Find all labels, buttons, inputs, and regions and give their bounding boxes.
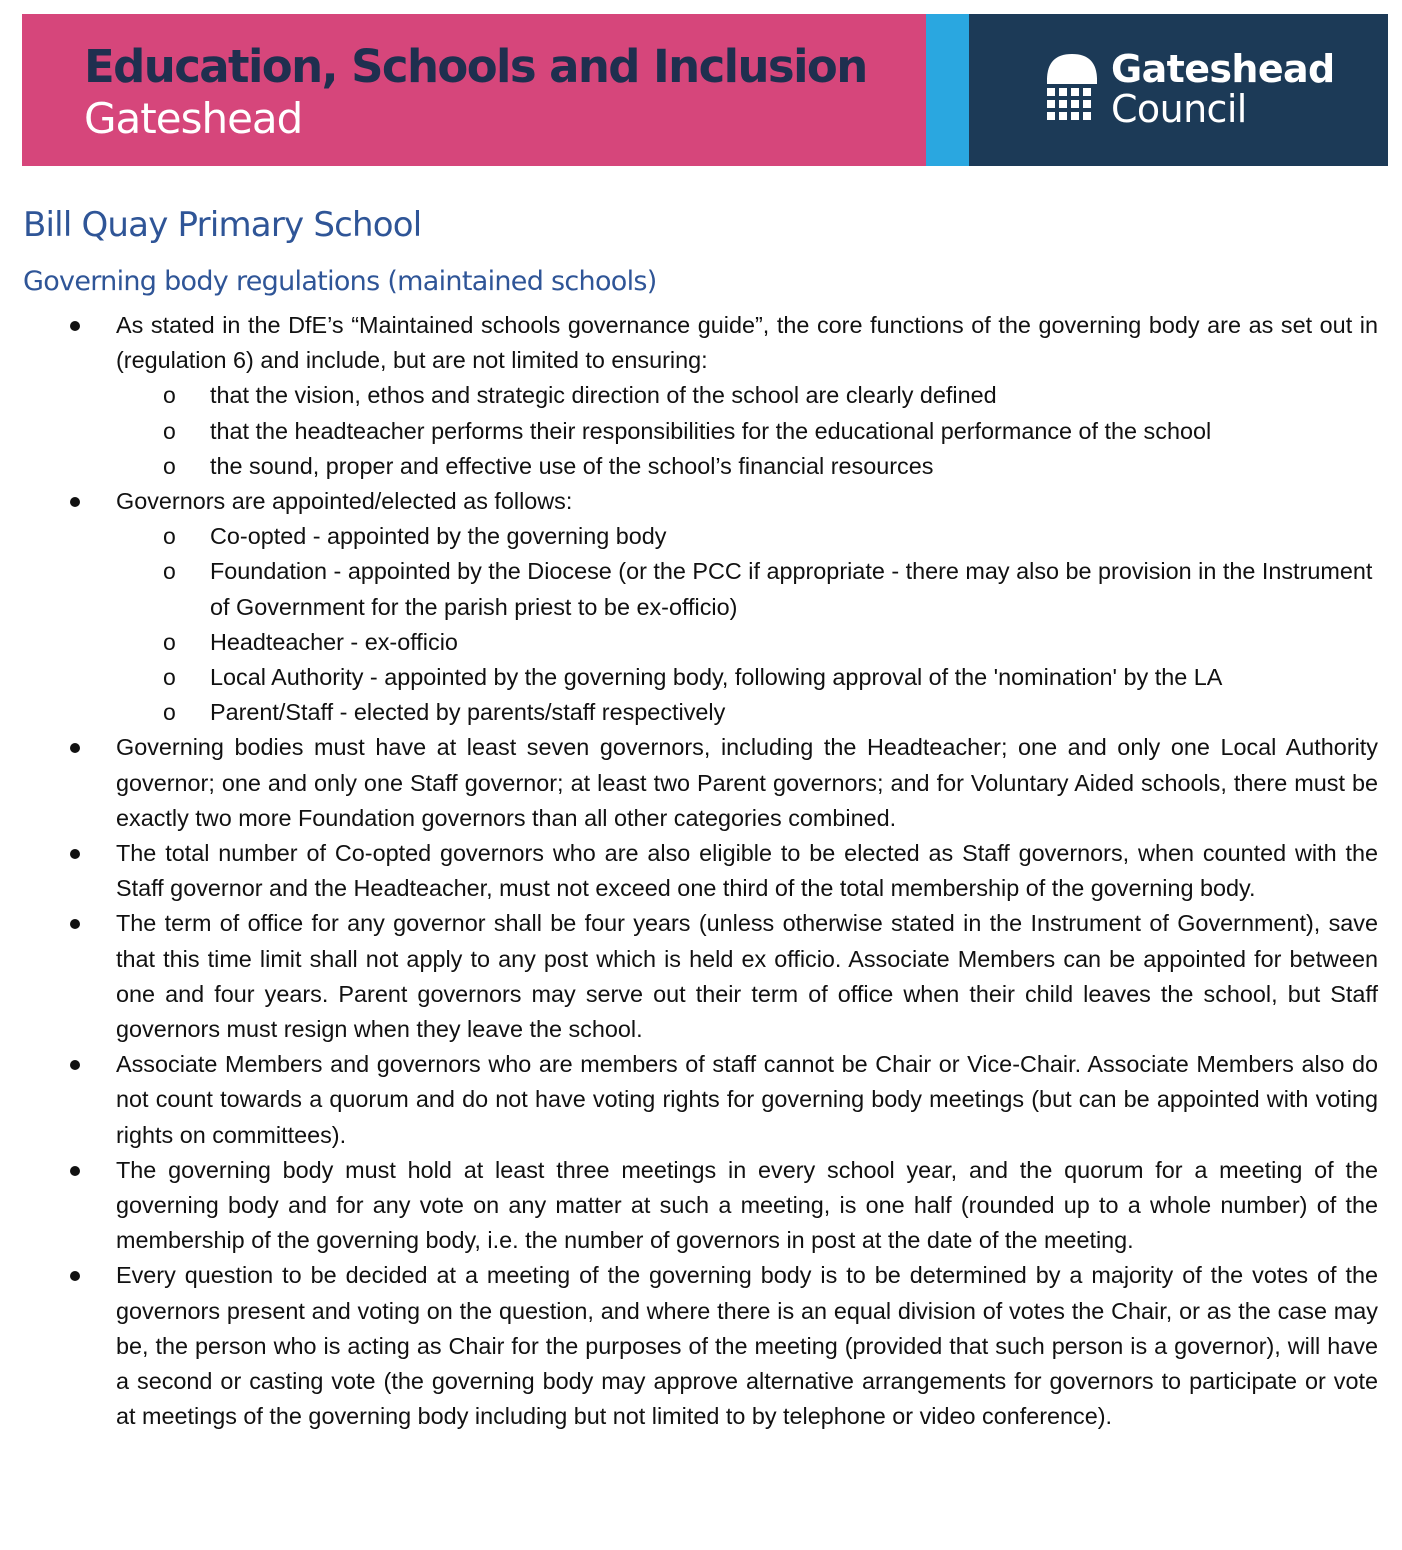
list-item [0,1153,1378,1259]
list-item-text: The term of office for any governor shall be four years (unless otherwise stated in the Instrument of Government), save that this time limit shall not apply to any post which is held ex officio. Associate Members can be appointed for between one and four years. Parent governors may serve out their term of office when their child leaves the school, but Staff governors must resign when they leave the school. [116,910,1378,1043]
bullet-icon [70,743,80,753]
sub-list-item-text: Co-opted - appointed by the governing body [210,523,667,550]
regulations-list [0,308,1402,1435]
sub-list-item-text: Local Authority - appointed by the governing body, following approval of the 'nomination' by the LA [210,664,1223,691]
banner-title-panel [22,14,926,166]
council-logo-panel [969,14,1388,166]
sub-list-item [163,449,1378,484]
list-item-text: Associate Members and governors who are members of staff cannot be Chair or Vice-Chair. Associate Members also do not count towards a quorum and do not have voting rights for governing body meetings (but can be appointed with voting rights on committees). [116,1051,1378,1148]
sub-list-item [163,519,1378,554]
sub-list-item [163,660,1378,695]
list-item [0,906,1378,1047]
list-item [0,730,1378,836]
sub-list-item [163,695,1378,730]
circle-bullet-icon: o [163,452,176,479]
circle-bullet-icon: o [163,699,176,726]
sub-list-item [163,625,1378,660]
circle-bullet-icon: o [163,664,176,691]
circle-bullet-icon: o [163,523,176,550]
circle-bullet-icon: o [163,558,176,585]
sub-list-item-text: Headteacher - ex-officio [210,628,458,655]
list-item-text: The governing body must hold at least three meetings in every school year, and the quorum for a meeting of the governing body and for any vote on any matter at such a meeting, is one half (rounded up to a whole number) of the membership of the governing body, i.e. the number of governors in post at the date of the meeting. [116,1156,1378,1254]
circle-bullet-icon: o [163,628,176,655]
list-item [0,1258,1378,1434]
bullet-icon [70,849,80,859]
council-name: Gateshead [1111,47,1335,91]
sub-list-item-text: the sound, proper and effective use of the school’s financial resources [210,452,934,479]
sub-list-item [163,378,1378,413]
sub-list-item-text: that the vision, ethos and strategic direction of the school are clearly defined [210,382,997,409]
bullet-icon [70,1166,80,1176]
list-item [0,836,1378,906]
council-building-icon [1043,50,1101,126]
council-logo [1039,48,1369,138]
list-item [0,1047,1378,1153]
list-item [0,308,1378,484]
circle-bullet-icon: o [163,382,176,409]
section-heading: Governing body regulations (maintained schools) [23,266,657,297]
list-item-text: Governors are appointed/elected as follows: [116,488,573,515]
list-item-text: Every question to be decided at a meeting of the governing body is to be determined by a majority of the votes of the governors present and voting on the question, and where there is an equal division of votes the Chair, or as the case may be, the person who is acting as Chair for the purposes of the meeting (provided that such person is a governor), will have a second or casting vote (the governing body may approve alternative arrangements for governors to participate or vote at meetings of the governing body including but not limited to by telephone or video conference). [116,1262,1378,1430]
bullet-icon [70,1271,80,1281]
bullet-icon [70,919,80,929]
list-item-text: The total number of Co-opted governors who are also eligible to be elected as Staff governors, when counted with the Staff governor and the Headteacher, must not exceed one third of the total membership of the governing body. [116,840,1378,902]
sub-list-item-text: that the headteacher performs their responsibilities for the educational performance of the school [210,417,1212,444]
banner-subtitle: Gateshead [84,94,303,143]
list-item-text: As stated in the DfE’s “Maintained schools governance guide”, the core functions of the governing body are as set out in (regulation 6) and include, but are not limited to ensuring: [116,312,1378,374]
bullet-icon [70,321,80,331]
sub-list-item [163,554,1378,624]
banner-title: Education, Schools and Inclusion [84,40,867,93]
list-item-text: Governing bodies must have at least seven governors, including the Headteacher; one and only one Local Authority governor; one and only one Staff governor; at least two Parent governors; and for Voluntary Aided schools, there must be exactly two more Foundation governors than all other categories combined. [116,734,1378,831]
school-name-heading: Bill Quay Primary School [23,205,422,245]
bullet-icon [70,497,80,507]
bullet-icon [70,1060,80,1070]
list-item [0,484,1378,730]
sub-list-item-text: Foundation - appointed by the Diocese (or the PCC if appropriate - there may also be provision in the Instrument of Government for the parish priest to be ex-officio) [210,558,1373,620]
banner-accent-stripe [926,14,969,166]
sub-list-item [163,414,1378,449]
header-banner [22,14,1388,166]
circle-bullet-icon: o [163,417,176,444]
council-word: Council [1111,87,1247,131]
sub-list-item-text: Parent/Staff - elected by parents/staff respectively [210,699,726,726]
